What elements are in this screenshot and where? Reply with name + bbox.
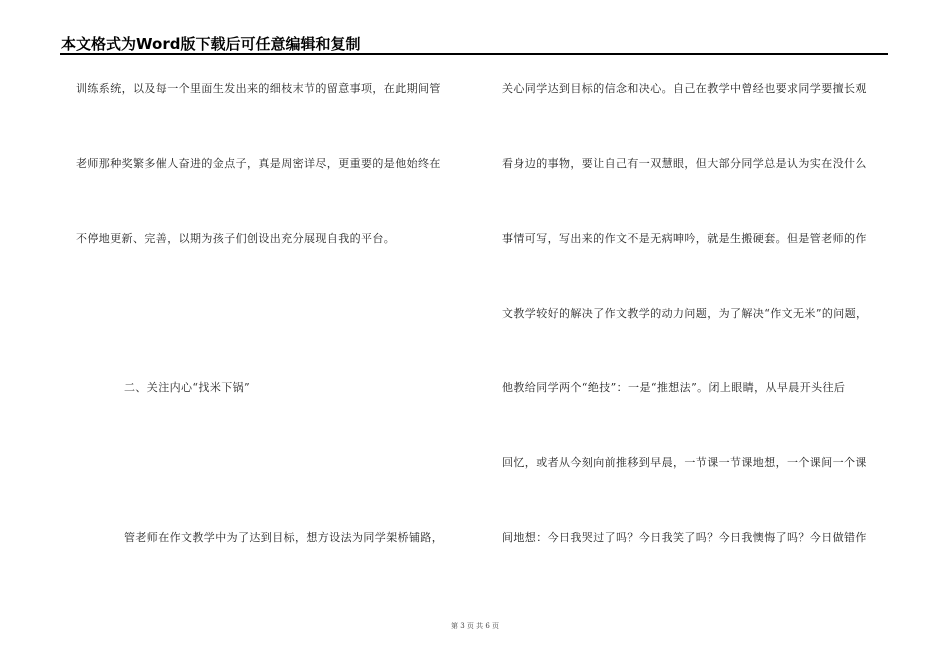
right-line-5: 他教给同学两个“绝技”：一是“推想法”。闭上眼睛，从早晨开头往后 — [502, 381, 846, 394]
right-line-1: 关心同学达到目标的信念和决心。自己在教学中曾经也要求同学要擅长观 — [502, 82, 867, 95]
right-line-4: 文教学较好的解决了作文教学的动力问题，为了解决“作文无米”的问题， — [502, 307, 868, 320]
left-line-5: 管老师在作文教学中为了达到目标，想方设法为同学架桥铺路， — [124, 531, 444, 544]
left-line-3: 不停地更新、完善，以期为孩子们创设出充分展现自我的平台。 — [76, 232, 396, 245]
right-line-3: 事情可写，写出来的作文不是无病呻吟，就是生搬硬套。但是管老师的作 — [502, 232, 867, 245]
right-line-2: 看身边的事物，要让自己有一双慧眼，但大部分同学总是认为实在没什么 — [502, 157, 867, 170]
header-divider — [60, 53, 888, 55]
left-line-1: 训练系统，以及每一个里面生发出来的细枝末节的留意事项，在此期间管 — [76, 82, 441, 95]
right-line-6: 回忆，或者从今刻向前推移到早晨，一节课一节课地想，一个课间一个课 — [502, 456, 867, 469]
page-number: 第 3 页 共 6 页 — [450, 622, 500, 630]
section-heading: 二、关注内心“找米下锅” — [124, 381, 251, 394]
right-line-7: 间地想：今日我哭过了吗？今日我笑了吗？今日我懊悔了吗？今日做错作 — [502, 531, 867, 544]
left-line-2: 老师那种奖繁多催人奋进的金点子，真是周密详尽，更重要的是他始终在 — [76, 157, 441, 170]
document-header-title: 本文格式为Word版下载后可任意编辑和复制 — [61, 35, 361, 53]
